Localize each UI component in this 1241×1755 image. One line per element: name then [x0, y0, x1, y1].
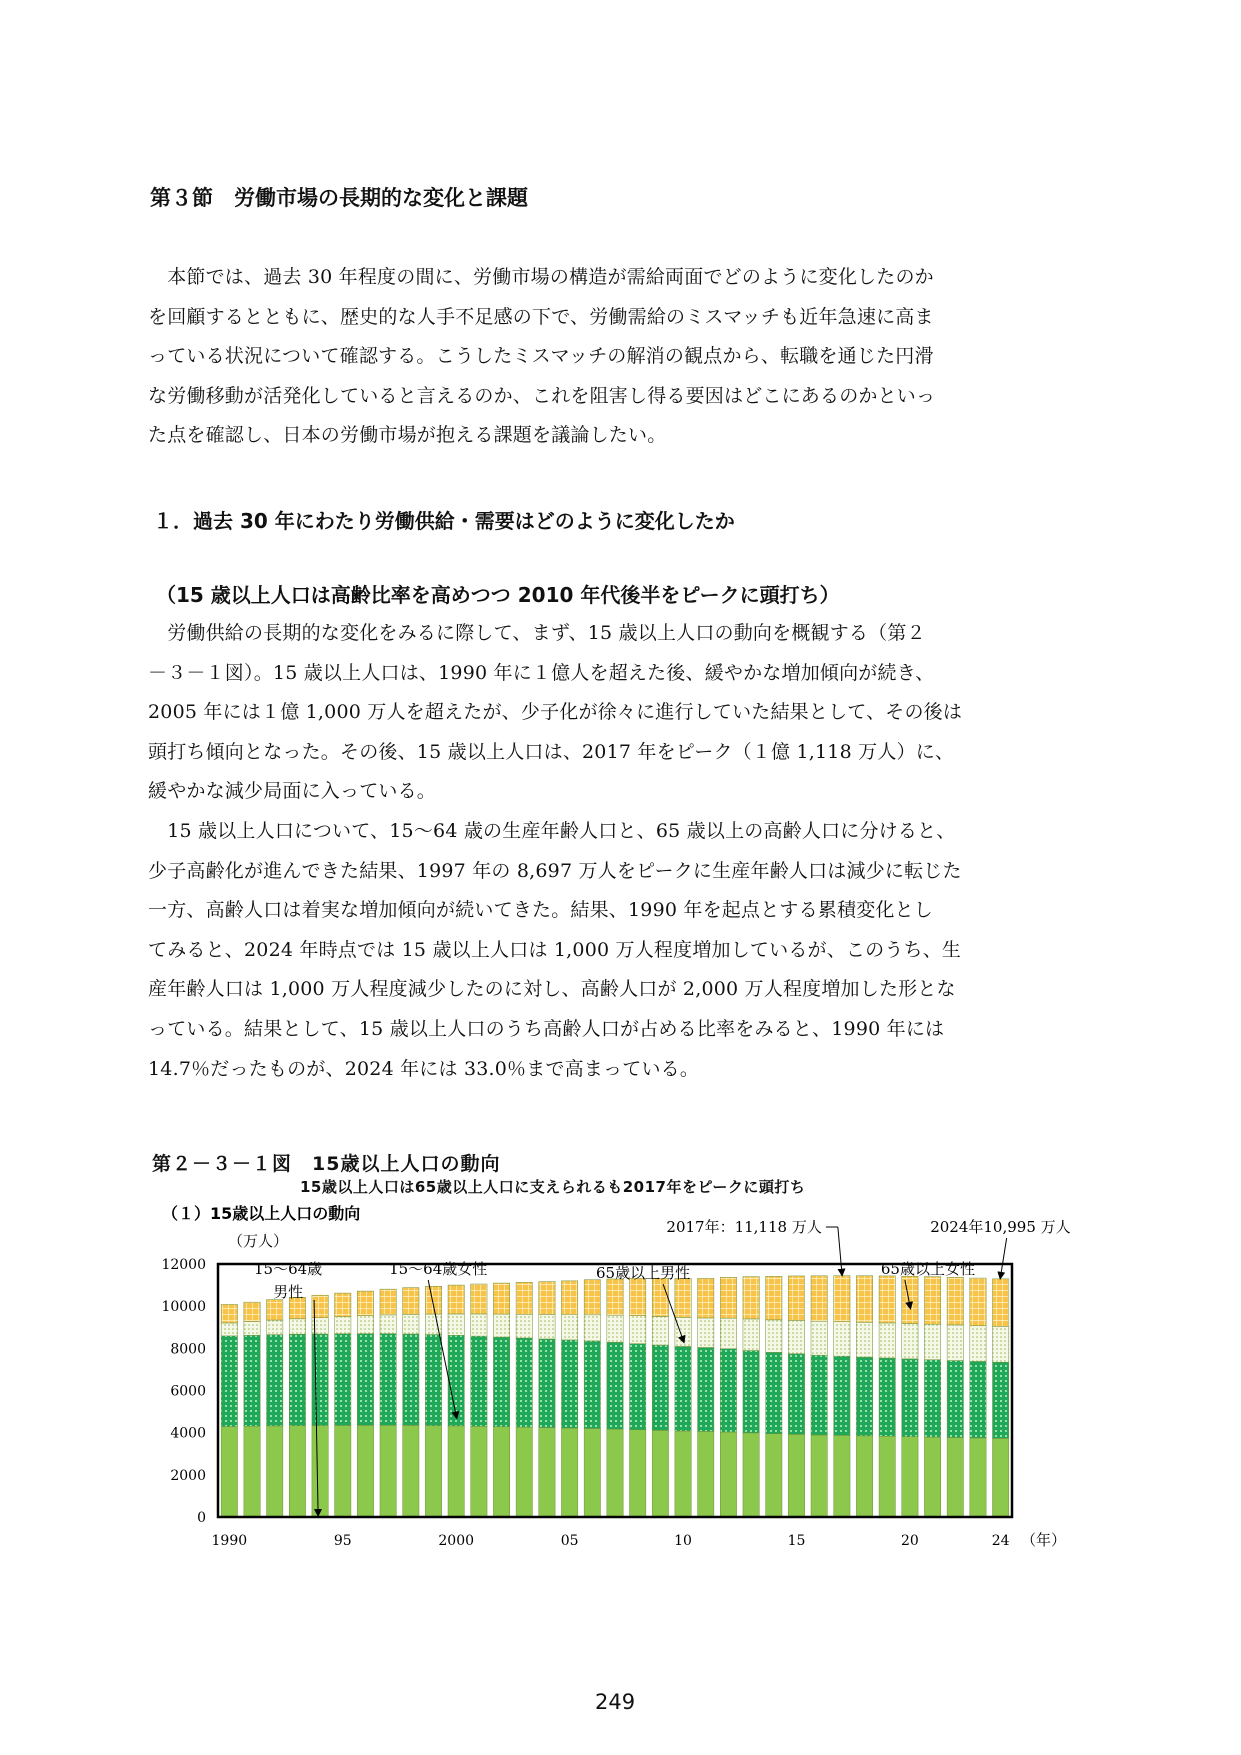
bar-segment-male-15-64	[335, 1425, 351, 1517]
y-tick-label: 4000	[170, 1425, 206, 1442]
bar-segment-female-65plus	[448, 1285, 464, 1314]
annotation-arrow	[838, 1227, 842, 1273]
bar-segment-male-65plus	[675, 1317, 691, 1346]
bar-segment-female-15-64	[380, 1334, 396, 1426]
bar-segment-male-65plus	[947, 1325, 963, 1361]
bar-segment-female-15-64	[267, 1335, 283, 1426]
bar-segment-male-15-64	[924, 1437, 940, 1517]
bar-segment-female-65plus	[879, 1276, 895, 1323]
bar-segment-male-65plus	[471, 1314, 487, 1336]
bar-segment-male-65plus	[698, 1318, 714, 1348]
bar-segment-male-15-64	[720, 1432, 736, 1517]
bar-segment-male-15-64	[902, 1437, 918, 1517]
bar-segment-male-15-64	[561, 1428, 577, 1517]
bar-segment-female-65plus	[221, 1304, 237, 1322]
y-tick-label: 12000	[161, 1257, 206, 1273]
bar-segment-male-15-64	[289, 1426, 305, 1517]
bar-segment-female-65plus	[516, 1282, 532, 1314]
x-tick-label: 10	[674, 1533, 692, 1549]
bar-segment-female-15-64	[516, 1338, 532, 1427]
annotation-label: 2017年：11,118 万人	[666, 1218, 822, 1236]
bar-segment-male-65plus	[335, 1317, 351, 1334]
bar-segment-male-65plus	[244, 1322, 260, 1336]
text-line: っている状況について確認する。こうしたミスマッチの解消の観点から、転職を通じた円滑	[148, 345, 934, 368]
bar-segment-female-15-64	[766, 1352, 782, 1433]
annotation-arrow	[1001, 1238, 1007, 1276]
bar-segment-male-65plus	[720, 1318, 736, 1349]
text-line: 2005 年には１億 1,000 万人を超えたが、少子化が徐々に進行していた結果として、その後は	[148, 701, 963, 724]
y-tick-label: 2000	[170, 1467, 206, 1484]
bar-segment-male-15-64	[357, 1425, 373, 1517]
text-line: っている。結果として、15 歳以上人口のうち高齢人口が占める比率をみると、1990 年には	[148, 1017, 945, 1040]
bar-segment-female-15-64	[675, 1346, 691, 1431]
bar-segment-male-65plus	[788, 1321, 804, 1354]
bar-segment-male-65plus	[811, 1321, 827, 1355]
annotation-label: 65歳以上女性	[880, 1260, 975, 1278]
bar-segment-female-15-64	[947, 1361, 963, 1438]
bar-segment-female-65plus	[403, 1288, 419, 1315]
bar-segment-female-15-64	[561, 1340, 577, 1428]
bar-segment-female-15-64	[312, 1334, 328, 1426]
bar-segment-male-65plus	[493, 1314, 509, 1337]
bar-segment-male-15-64	[471, 1426, 487, 1517]
bar-segment-female-15-64	[607, 1342, 623, 1429]
paragraph-heading: （15 歳以上人口は高齢比率を高めつつ 2010 年代後半をピークに頭打ち）	[156, 583, 840, 607]
bar-segment-male-65plus	[357, 1316, 373, 1334]
bar-segment-female-15-64	[493, 1337, 509, 1427]
bar-segment-male-15-64	[947, 1438, 963, 1517]
bar-segment-female-15-64	[471, 1336, 487, 1426]
bar-segment-female-65plus	[335, 1293, 351, 1317]
bar-segment-male-65plus	[607, 1315, 623, 1342]
bar-segment-female-65plus	[970, 1278, 986, 1326]
bar-segment-male-15-64	[448, 1426, 464, 1517]
bar-segment-female-15-64	[357, 1334, 373, 1426]
bar-segment-male-15-64	[221, 1427, 237, 1517]
text-line: －３－１図）。15 歳以上人口は、1990 年に１億人を超えた後、緩やかな増加傾向が続き、	[148, 661, 935, 684]
bar-segment-male-65plus	[856, 1322, 872, 1357]
bar-segment-male-65plus	[834, 1322, 850, 1356]
bar-segment-male-15-64	[312, 1426, 328, 1517]
bar-segment-male-65plus	[879, 1323, 895, 1358]
bar-segment-male-15-64	[992, 1438, 1008, 1517]
bar-segment-male-15-64	[743, 1433, 759, 1517]
bar-segment-male-15-64	[856, 1436, 872, 1517]
bar-segment-male-65plus	[630, 1316, 646, 1344]
bar-segment-female-15-64	[743, 1351, 759, 1433]
bar-segment-female-15-64	[221, 1336, 237, 1427]
bar-segment-female-65plus	[788, 1276, 804, 1321]
bar-segment-male-15-64	[267, 1426, 283, 1517]
bar-segment-female-15-64	[335, 1334, 351, 1426]
text-line: 労働供給の長期的な変化をみるに際して、まず、15 歳以上人口の動向を概観する（第２	[148, 622, 926, 644]
bar-segment-male-65plus	[743, 1319, 759, 1351]
bar-segment-male-15-64	[630, 1430, 646, 1517]
annotation-label: 15～64歳女性	[389, 1260, 488, 1278]
bar-segment-male-65plus	[970, 1326, 986, 1362]
x-tick-label: 2000	[438, 1533, 475, 1549]
bar-segment-male-65plus	[380, 1315, 396, 1334]
x-tick-label: 95	[333, 1533, 352, 1549]
bar-segment-female-65plus	[607, 1279, 623, 1315]
bar-segment-female-65plus	[584, 1280, 600, 1315]
bar-segment-male-65plus	[221, 1323, 237, 1336]
y-tick-label: 0	[197, 1510, 206, 1526]
bar-segment-female-65plus	[244, 1302, 260, 1321]
bar-segment-female-65plus	[902, 1276, 918, 1323]
subsection-title: １．過去 30 年にわたり労働供給・需要はどのように変化したか	[153, 509, 735, 533]
bar-segment-male-15-64	[652, 1430, 668, 1517]
bar-segment-male-65plus	[539, 1314, 555, 1338]
x-tick-label: 15	[787, 1533, 806, 1549]
y-axis-ticks	[161, 1257, 206, 1526]
bar-segment-male-15-64	[698, 1431, 714, 1517]
bar-segment-male-15-64	[516, 1427, 532, 1517]
bar-segment-male-15-64	[834, 1435, 850, 1517]
bar-segment-male-65plus	[992, 1327, 1008, 1363]
page-number: 249	[595, 1690, 636, 1714]
bar-segment-male-15-64	[493, 1427, 509, 1517]
bar-segment-male-15-64	[380, 1425, 396, 1517]
figure-subtitle: 15歳以上人口は65歳以上人口に支えられるも2017年をピークに頭打ち	[300, 1178, 806, 1196]
text-line: を回顧するとともに、歴史的な人手不足感の下で、労働需給のミスマッチも近年急速に高ま	[148, 305, 934, 328]
x-axis-unit-label: （年）	[1021, 1531, 1067, 1549]
bar-segment-male-15-64	[425, 1426, 441, 1517]
bar-segment-male-15-64	[766, 1434, 782, 1517]
text-line: 頭打ち傾向となった。その後、15 歳以上人口は、2017 年をピーク（１億 1,118 万人）に、	[148, 740, 955, 763]
bar-segment-male-15-64	[403, 1425, 419, 1517]
bar-segment-male-65plus	[902, 1324, 918, 1359]
bar-segment-male-15-64	[675, 1431, 691, 1517]
text-line: 15 歳以上人口について、15～64 歳の生産年齢人口と、65 歳以上の高齢人口に分けると、	[148, 820, 956, 842]
x-tick-label: 05	[560, 1533, 579, 1549]
x-tick-label: 1990	[211, 1533, 248, 1549]
bar-segment-female-15-64	[289, 1334, 305, 1426]
bar-segment-male-65plus	[516, 1314, 532, 1338]
bar-segment-male-65plus	[561, 1315, 577, 1340]
bar-segment-female-15-64	[698, 1347, 714, 1431]
text-line: 本節では、過去 30 年程度の間に、労働市場の構造が需給両面でどのように変化したのか	[148, 266, 934, 288]
bar-segment-female-65plus	[357, 1291, 373, 1316]
bar-segment-female-65plus	[766, 1276, 782, 1320]
bar-segment-male-65plus	[289, 1319, 305, 1334]
annotation-label: 男性	[273, 1283, 304, 1301]
bar-segment-female-65plus	[471, 1284, 487, 1314]
annotation-label: 15～64歳	[253, 1260, 323, 1278]
bar-segment-male-15-64	[244, 1426, 260, 1517]
bar-segment-male-65plus	[403, 1314, 419, 1334]
section-title: 第３節 労働市場の長期的な変化と課題	[150, 186, 528, 210]
bar-segment-female-15-64	[902, 1359, 918, 1437]
bar-segment-female-15-64	[788, 1354, 804, 1435]
bar-segment-female-65plus	[811, 1276, 827, 1321]
bar-segment-female-15-64	[244, 1335, 260, 1426]
bar-segment-female-15-64	[425, 1335, 441, 1426]
bar-segment-female-15-64	[630, 1344, 646, 1430]
bar-segment-female-15-64	[720, 1349, 736, 1432]
bar-segment-female-15-64	[992, 1362, 1008, 1438]
bar-segment-female-15-64	[652, 1345, 668, 1430]
text-line: た点を確認し、日本の労働市場が抱える課題を議論したい。	[148, 424, 667, 447]
text-line: 14.7％だったものが、2024 年には 33.0％まで高まっている。	[148, 1057, 700, 1080]
text-line: 産年齢人口は 1,000 万人程度減少したのに対し、高齢人口が 2,000 万人程度増加した形とな	[148, 978, 956, 1001]
bar-segment-female-65plus	[947, 1277, 963, 1325]
text-line: 緩やかな減少局面に入っている。	[148, 780, 437, 803]
bar-segment-male-15-64	[811, 1435, 827, 1517]
y-axis-unit-label: （万人）	[228, 1232, 289, 1250]
bar-segment-female-65plus	[698, 1278, 714, 1318]
bar-segment-female-65plus	[856, 1276, 872, 1323]
bar-segment-female-65plus	[267, 1300, 283, 1320]
text-line: 少子高齢化が進んできた結果、1997 年の 8,697 万人をピークに生産年齢人口は減少に転じた	[148, 859, 962, 882]
bar-segment-female-65plus	[652, 1278, 668, 1316]
bar-segment-female-65plus	[630, 1278, 646, 1315]
bar-segment-female-65plus	[675, 1278, 691, 1317]
bar-segment-male-15-64	[788, 1434, 804, 1517]
bar-segment-female-15-64	[924, 1360, 940, 1437]
bar-segment-male-15-64	[539, 1428, 555, 1517]
chart-bars	[221, 1276, 1009, 1517]
annotation-label: 65歳以上男性	[596, 1264, 691, 1282]
text-line: てみると、2024 年時点では 15 歳以上人口は 1,000 万人程度増加しているが、このうち、生	[148, 938, 962, 961]
bar-segment-female-65plus	[834, 1276, 850, 1322]
bar-segment-female-65plus	[561, 1281, 577, 1315]
y-tick-label: 8000	[170, 1341, 206, 1358]
bar-segment-female-15-64	[856, 1357, 872, 1436]
bar-segment-female-15-64	[970, 1361, 986, 1438]
bar-segment-female-15-64	[403, 1334, 419, 1425]
bar-segment-male-15-64	[970, 1438, 986, 1517]
bar-segment-male-65plus	[924, 1324, 940, 1360]
bar-segment-female-65plus	[743, 1277, 759, 1319]
bar-segment-female-15-64	[539, 1339, 555, 1428]
bar-segment-female-15-64	[448, 1335, 464, 1426]
bar-segment-female-65plus	[425, 1286, 441, 1314]
annotation-label: 2024年10,995 万人	[930, 1218, 1071, 1236]
x-tick-label: 20	[901, 1533, 919, 1549]
bar-segment-female-65plus	[493, 1283, 509, 1314]
bar-segment-male-15-64	[607, 1429, 623, 1517]
text-line: な労働移動が活発化していると言えるのか、これを阻害し得る要因はどこにあるのかといっ	[148, 384, 936, 407]
bar-segment-female-65plus	[539, 1282, 555, 1315]
y-tick-label: 6000	[170, 1383, 206, 1400]
figure-title: 第２－３－１図 15歳以上人口の動向	[152, 1153, 501, 1175]
bar-segment-female-15-64	[834, 1356, 850, 1435]
panel-title: （１）15歳以上人口の動向	[162, 1204, 361, 1223]
bar-segment-male-65plus	[448, 1314, 464, 1335]
bar-segment-male-15-64	[879, 1436, 895, 1517]
bar-segment-female-65plus	[924, 1277, 940, 1325]
bar-segment-female-65plus	[992, 1279, 1008, 1327]
x-tick-label: 24	[991, 1533, 1010, 1549]
bar-segment-male-15-64	[584, 1428, 600, 1517]
bar-segment-female-65plus	[380, 1289, 396, 1315]
bar-segment-female-15-64	[584, 1341, 600, 1428]
bar-segment-male-65plus	[584, 1315, 600, 1341]
bar-segment-male-65plus	[652, 1316, 668, 1345]
bar-segment-male-65plus	[267, 1320, 283, 1335]
y-tick-label: 10000	[161, 1299, 206, 1316]
bar-segment-female-15-64	[879, 1358, 895, 1436]
x-axis-ticks	[212, 1533, 1010, 1549]
text-line: 一方、高齢人口は着実な増加傾向が続いてきた。結果、1990 年を起点とする累積変化とし	[148, 899, 933, 922]
bar-segment-male-65plus	[766, 1320, 782, 1352]
bar-segment-female-65plus	[720, 1277, 736, 1318]
bar-segment-female-15-64	[811, 1355, 827, 1435]
